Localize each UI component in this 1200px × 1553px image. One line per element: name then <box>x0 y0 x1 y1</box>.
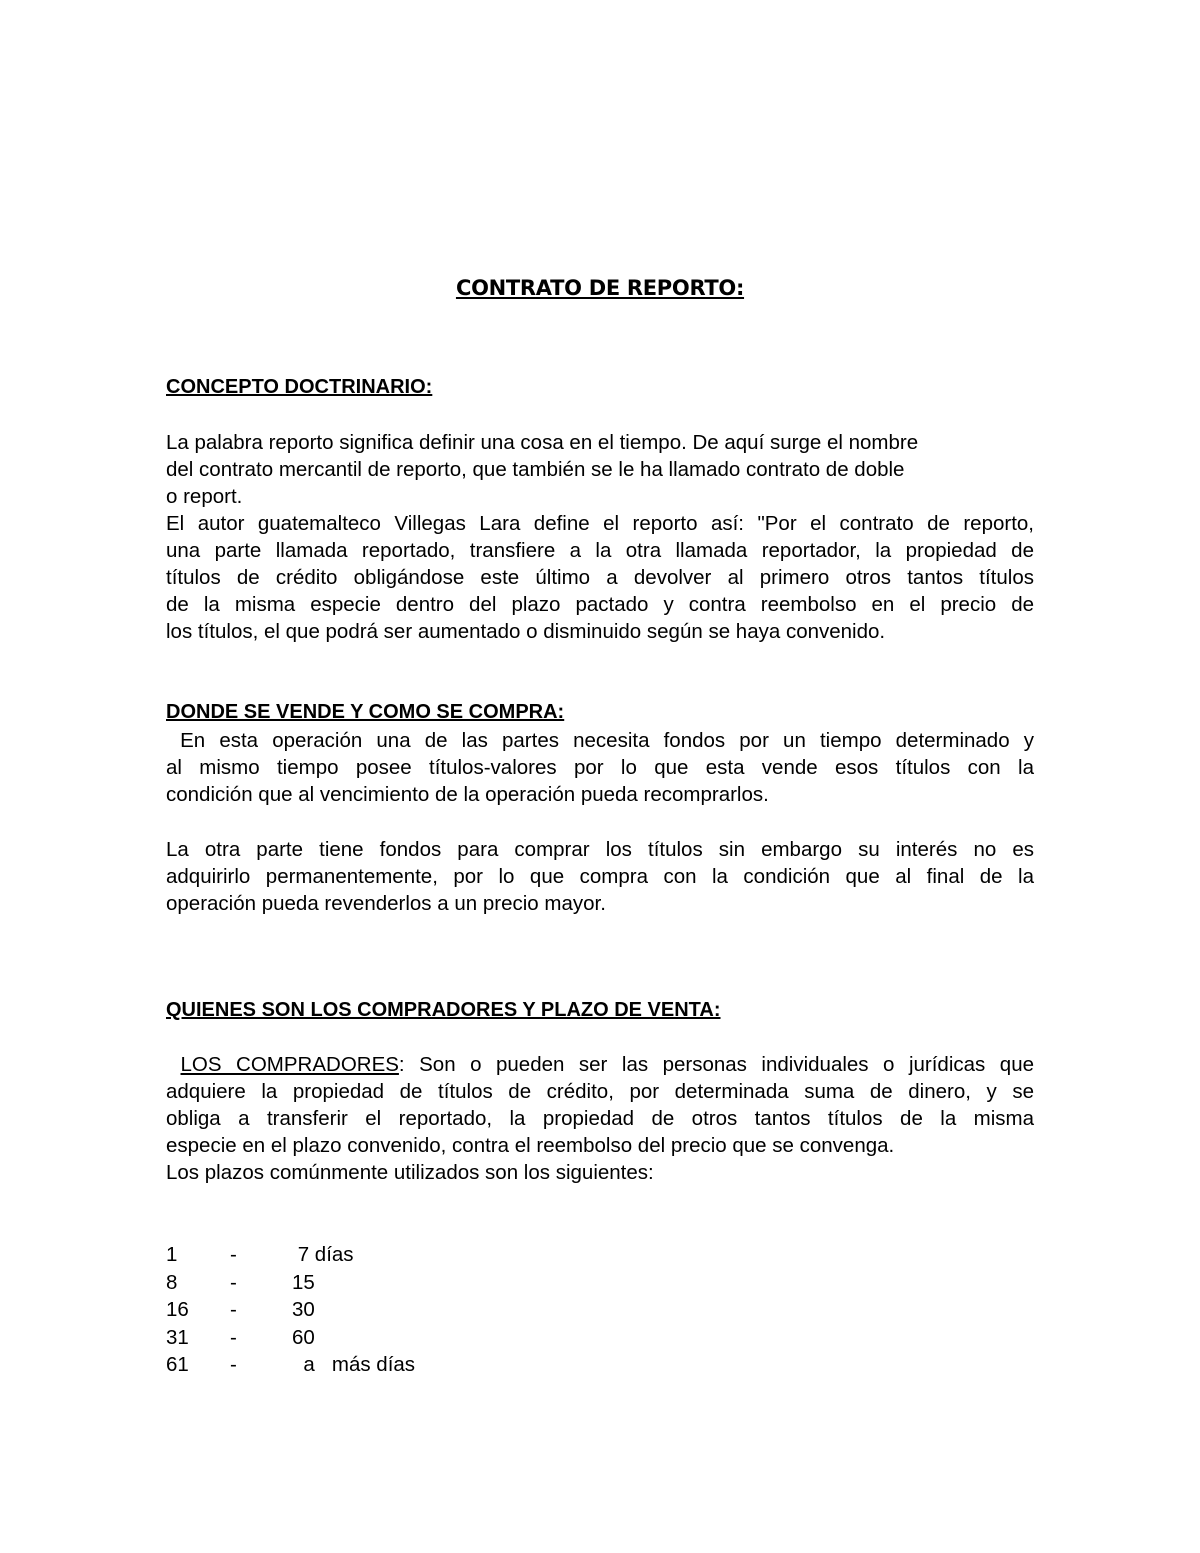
text-line: o report. <box>166 485 243 508</box>
text-line: operación pueda revenderlos a un precio mayor. <box>166 892 606 915</box>
document-title: CONTRATO DE REPORTO: <box>455 276 745 300</box>
compradores-text: : Son o pueden ser las personas individuales o jurídicas que <box>398 1053 1034 1076</box>
text-line: adquiere la propiedad de títulos de crédito, por determinada suma de dinero, y se <box>166 1080 1034 1103</box>
plazo-to: 60 <box>292 1325 315 1349</box>
plazo-separator: - <box>230 1325 237 1349</box>
text-line: títulos de crédito obligándose este último a devolver al primero otros tantos títulos <box>166 566 1034 589</box>
plazo-from: 1 <box>166 1243 178 1266</box>
text-line: La palabra reporto significa definir una cosa en el tiempo. De aquí surge el nombre <box>166 431 919 454</box>
plazo-from: 61 <box>166 1353 189 1376</box>
text-line: adquirirlo permanentemente, por lo que compra con la condición que al final de la <box>166 865 1034 888</box>
text-line: una parte llamada reportado, transfiere a la otra llamada reportador, la propiedad de <box>166 539 1034 562</box>
list-item <box>166 1241 566 1269</box>
text-line: La otra parte tiene fondos para comprar los títulos sin embargo su interés no es <box>166 838 1034 861</box>
text-line: los títulos, el que podrá ser aumentado o disminuido según se haya convenido. <box>166 620 886 643</box>
text-line: condición que al vencimiento de la operación pueda recomprarlos. <box>166 783 769 806</box>
text-line: especie en el plazo convenido, contra el reembolso del precio que se convenga. <box>166 1134 895 1157</box>
plazo-separator: - <box>230 1353 237 1376</box>
plazo-to: 15 <box>292 1270 315 1294</box>
plazo-separator: - <box>230 1298 237 1321</box>
compradores-label: LOS COMPRADORES <box>180 1053 399 1076</box>
plazo-from: 16 <box>166 1298 189 1321</box>
text-line: al mismo tiempo posee títulos-valores por lo que esta vende esos títulos con la <box>166 756 1034 779</box>
plazo-from: 8 <box>166 1270 178 1294</box>
concepto-paragraph-2 <box>166 510 1034 645</box>
text-line: El autor guatemalteco Villegas Lara define el reporto así: "Por el contrato de reporto, <box>166 512 1034 535</box>
donde-paragraph-1 <box>166 727 1034 808</box>
plazo-to: a más días <box>292 1353 416 1376</box>
heading-concepto: CONCEPTO DOCTRINARIO: <box>166 376 433 398</box>
heading-donde: DONDE SE VENDE Y COMO SE COMPRA: <box>166 701 565 723</box>
list-item <box>166 1296 566 1324</box>
plazo-separator: - <box>230 1270 237 1294</box>
text-line: de la misma especie dentro del plazo pactado y contra reembolso en el precio de <box>166 593 1034 616</box>
text-line <box>166 1051 1034 1078</box>
plazo-from: 31 <box>166 1325 189 1349</box>
list-item <box>166 1324 566 1352</box>
text-line: obliga a transferir el reportado, la propiedad de otros tantos títulos de la misma <box>166 1107 1034 1130</box>
plazos-intro: Los plazos comúnmente utilizados son los siguientes: <box>166 1161 654 1184</box>
concepto-paragraph-1 <box>166 429 1034 510</box>
text-line: En esta operación una de las partes necesita fondos por un tiempo determinado y <box>166 729 1034 752</box>
list-item <box>166 1351 566 1379</box>
plazo-to: 30 <box>292 1298 315 1321</box>
text-line: del contrato mercantil de reporto, que también se le ha llamado contrato de doble <box>166 458 905 481</box>
plazo-to: 7 días <box>292 1243 354 1266</box>
plazo-separator: - <box>230 1243 237 1266</box>
plazos-list <box>166 1241 566 1379</box>
donde-paragraph-2 <box>166 836 1034 917</box>
heading-quienes: QUIENES SON LOS COMPRADORES Y PLAZO DE VENTA: <box>166 999 721 1021</box>
list-item <box>166 1269 566 1297</box>
quienes-paragraph-1 <box>166 1051 1034 1186</box>
